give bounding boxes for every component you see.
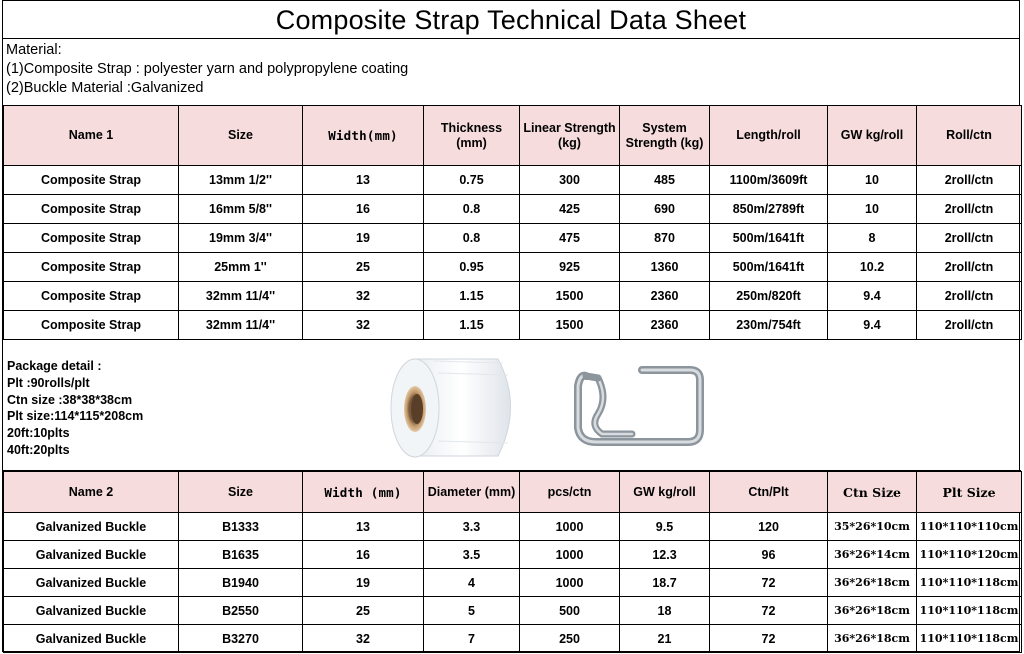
table-cell: 2360 <box>620 311 710 340</box>
table-row <box>4 513 1022 541</box>
strap-header-cell: System Strength (kg) <box>620 106 710 166</box>
strap-header-cell: Thickness (mm) <box>424 106 520 166</box>
buckle-table <box>3 471 1022 653</box>
buckle-header-cell: Name 2 <box>4 472 179 513</box>
table-cell: 1500 <box>520 282 620 311</box>
table-cell: 19mm 3/4'' <box>179 224 303 253</box>
table-cell: 5 <box>424 597 520 625</box>
table-cell: 500m/1641ft <box>710 224 828 253</box>
table-cell: 2roll/ctn <box>917 195 1022 224</box>
table-cell: 0.8 <box>424 195 520 224</box>
table-cell: 110*110*118cm <box>917 597 1022 625</box>
table-cell: 1.15 <box>424 311 520 340</box>
table-cell: B1635 <box>179 541 303 569</box>
strap-header-cell: Name 1 <box>4 106 179 166</box>
strap-table-header-row <box>4 106 1022 166</box>
table-row <box>4 166 1022 195</box>
table-cell: 9.5 <box>620 513 710 541</box>
table-cell: 250 <box>520 625 620 653</box>
table-cell: Composite Strap <box>4 166 179 195</box>
table-cell: Galvanized Buckle <box>4 513 179 541</box>
buckle-header-cell: Size <box>179 472 303 513</box>
table-cell: 10 <box>828 195 917 224</box>
table-cell: 0.8 <box>424 224 520 253</box>
material-block <box>6 41 408 98</box>
table-row <box>4 569 1022 597</box>
table-cell: 870 <box>620 224 710 253</box>
table-cell: Galvanized Buckle <box>4 569 179 597</box>
table-cell: Composite Strap <box>4 253 179 282</box>
table-cell: 25mm 1'' <box>179 253 303 282</box>
table-cell: 925 <box>520 253 620 282</box>
buckle-table-header-row <box>4 472 1022 513</box>
buckle-header-cell: Diameter (mm) <box>424 472 520 513</box>
table-cell: Composite Strap <box>4 224 179 253</box>
table-cell: 4 <box>424 569 520 597</box>
table-cell: 32 <box>303 311 424 340</box>
table-row <box>4 282 1022 311</box>
table-cell: 32 <box>303 282 424 311</box>
package-heading: Package detail : <box>7 359 102 373</box>
table-cell: 0.95 <box>424 253 520 282</box>
table-cell: 7 <box>424 625 520 653</box>
wire-buckle-image <box>568 356 708 456</box>
strap-header-cell: Roll/ctn <box>917 106 1022 166</box>
table-cell: 13mm 1/2'' <box>179 166 303 195</box>
table-cell: 1360 <box>620 253 710 282</box>
table-cell: Galvanized Buckle <box>4 541 179 569</box>
table-cell: B1333 <box>179 513 303 541</box>
table-cell: 2roll/ctn <box>917 311 1022 340</box>
table-cell: 16 <box>303 195 424 224</box>
table-cell: Composite Strap <box>4 195 179 224</box>
strap-header-cell: Length/roll <box>710 106 828 166</box>
data-sheet <box>2 0 1020 652</box>
table-cell: 110*110*118cm <box>917 625 1022 653</box>
table-cell: 1500 <box>520 311 620 340</box>
table-cell: 2360 <box>620 282 710 311</box>
strap-header-cell: Linear Strength (kg) <box>520 106 620 166</box>
table-cell: 485 <box>620 166 710 195</box>
table-cell: Galvanized Buckle <box>4 597 179 625</box>
table-row <box>4 541 1022 569</box>
table-row <box>4 253 1022 282</box>
table-cell: 16mm 5/8'' <box>179 195 303 224</box>
table-cell: 250m/820ft <box>710 282 828 311</box>
table-cell: B1940 <box>179 569 303 597</box>
table-cell: 36*26*18cm <box>828 569 917 597</box>
table-cell: 19 <box>303 224 424 253</box>
material-line-1: (1)Composite Strap : polyester yarn and polypropylene coating <box>6 61 409 77</box>
table-cell: 1000 <box>520 513 620 541</box>
table-cell: 1000 <box>520 569 620 597</box>
package-line: 20ft:10plts <box>7 426 70 441</box>
table-cell: 36*26*14cm <box>828 541 917 569</box>
buckle-header-cell: Ctn Size <box>828 472 917 513</box>
table-cell: 500 <box>520 597 620 625</box>
table-row <box>4 195 1022 224</box>
table-cell: 9.4 <box>828 311 917 340</box>
sheet-title: Composite Strap Technical Data Sheet <box>3 1 1019 39</box>
table-cell: 35*26*10cm <box>828 513 917 541</box>
table-cell: 10 <box>828 166 917 195</box>
table-cell: 8 <box>828 224 917 253</box>
package-line: 40ft:20plts <box>7 442 70 457</box>
table-cell: 425 <box>520 195 620 224</box>
table-cell: Composite Strap <box>4 311 179 340</box>
package-detail <box>7 358 143 459</box>
material-line-2: (2)Buckle Material :Galvanized <box>6 80 204 96</box>
table-cell: Galvanized Buckle <box>4 625 179 653</box>
table-cell: 19 <box>303 569 424 597</box>
table-cell: 1.15 <box>424 282 520 311</box>
table-cell: 18 <box>620 597 710 625</box>
table-cell: 1000 <box>520 541 620 569</box>
buckle-header-cell: Width (mm) <box>303 472 424 513</box>
table-row <box>4 597 1022 625</box>
table-row <box>4 224 1022 253</box>
table-cell: 36*26*18cm <box>828 597 917 625</box>
package-line: Plt size:114*115*208cm <box>7 409 144 424</box>
table-cell: 3.3 <box>424 513 520 541</box>
table-cell: B2550 <box>179 597 303 625</box>
table-cell: 12.3 <box>620 541 710 569</box>
table-cell: 18.7 <box>620 569 710 597</box>
package-section <box>3 346 1021 471</box>
table-cell: 230m/754ft <box>710 311 828 340</box>
table-cell: 25 <box>303 597 424 625</box>
table-cell: 110*110*118cm <box>917 569 1022 597</box>
table-cell: 72 <box>710 569 828 597</box>
table-cell: 110*110*120cm <box>917 541 1022 569</box>
package-line: Plt :90rolls/plt <box>7 375 90 390</box>
strap-header-cell: GW kg/roll <box>828 106 917 166</box>
package-line: Ctn size :38*38*38cm <box>7 392 133 407</box>
buckle-header-cell: Ctn/Plt <box>710 472 828 513</box>
table-cell: 25 <box>303 253 424 282</box>
table-cell: 1100m/3609ft <box>710 166 828 195</box>
table-cell: 32 <box>303 625 424 653</box>
table-cell: 0.75 <box>424 166 520 195</box>
table-cell: B3270 <box>179 625 303 653</box>
table-cell: 2roll/ctn <box>917 282 1022 311</box>
table-cell: 110*110*110cm <box>917 513 1022 541</box>
strap-roll-image <box>383 351 528 466</box>
table-cell: 32mm 11/4'' <box>179 282 303 311</box>
table-cell: 3.5 <box>424 541 520 569</box>
strap-header-cell: Size <box>179 106 303 166</box>
table-cell: 13 <box>303 166 424 195</box>
table-cell: 96 <box>710 541 828 569</box>
buckle-header-cell: GW kg/roll <box>620 472 710 513</box>
strap-table-body <box>4 166 1022 340</box>
table-cell: 72 <box>710 625 828 653</box>
table-cell: 500m/1641ft <box>710 253 828 282</box>
table-cell: 16 <box>303 541 424 569</box>
table-cell: 120 <box>710 513 828 541</box>
table-cell: 10.2 <box>828 253 917 282</box>
buckle-header-cell: Plt Size <box>917 472 1022 513</box>
table-cell: 9.4 <box>828 282 917 311</box>
table-cell: Composite Strap <box>4 282 179 311</box>
table-cell: 2roll/ctn <box>917 166 1022 195</box>
strap-header-cell: Width(mm) <box>303 106 424 166</box>
strap-table <box>3 105 1022 340</box>
buckle-header-cell: pcs/ctn <box>520 472 620 513</box>
table-cell: 300 <box>520 166 620 195</box>
table-cell: 21 <box>620 625 710 653</box>
table-row <box>4 625 1022 653</box>
table-row <box>4 311 1022 340</box>
table-cell: 690 <box>620 195 710 224</box>
table-cell: 475 <box>520 224 620 253</box>
table-cell: 2roll/ctn <box>917 224 1022 253</box>
table-cell: 13 <box>303 513 424 541</box>
table-cell: 850m/2789ft <box>710 195 828 224</box>
table-cell: 2roll/ctn <box>917 253 1022 282</box>
table-cell: 32mm 11/4'' <box>179 311 303 340</box>
table-cell: 72 <box>710 597 828 625</box>
table-cell: 36*26*18cm <box>828 625 917 653</box>
buckle-table-body <box>4 513 1022 653</box>
material-heading: Material: <box>6 42 62 58</box>
